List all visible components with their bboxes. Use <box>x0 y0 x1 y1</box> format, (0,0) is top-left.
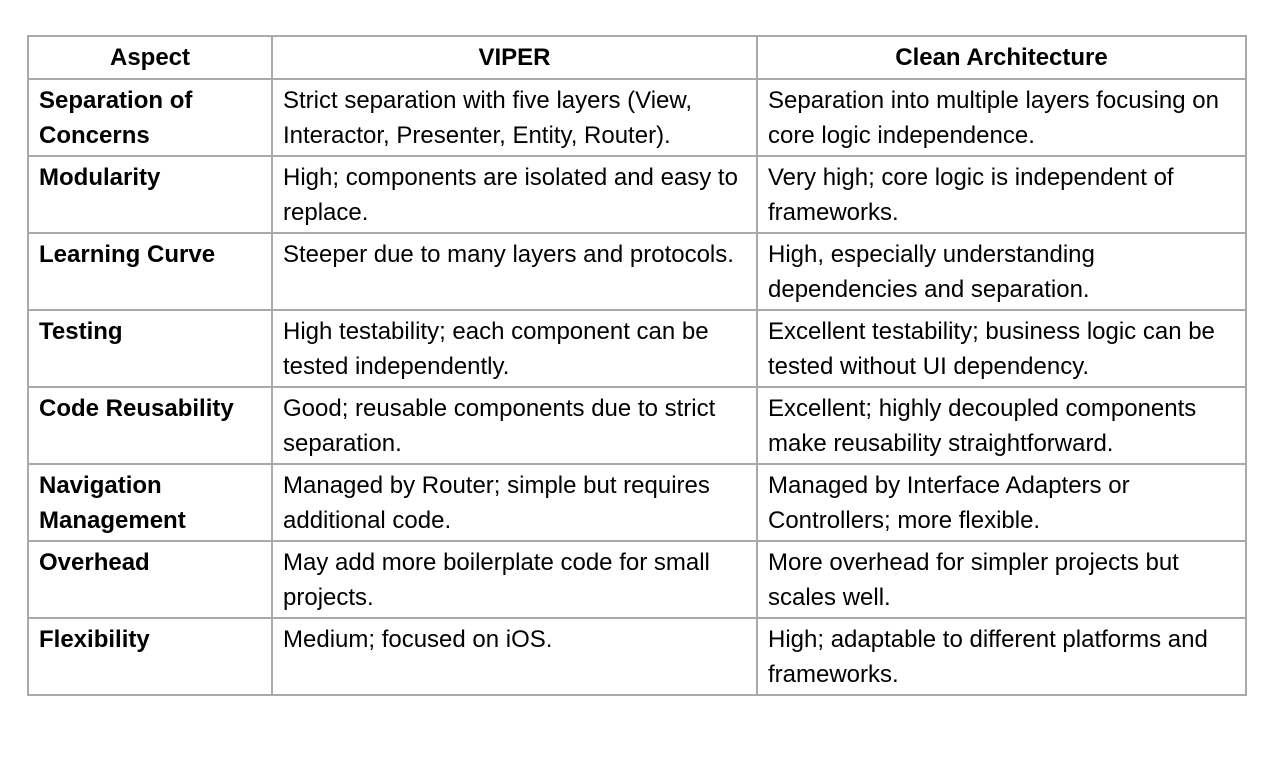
clean-cell: Very high; core logic is independent of frameworks. <box>757 156 1246 233</box>
clean-cell: Managed by Interface Adapters or Controllers; more flexible. <box>757 464 1246 541</box>
header-aspect: Aspect <box>28 36 272 79</box>
clean-cell: High; adaptable to different platforms and frameworks. <box>757 618 1246 695</box>
aspect-cell: Navigation Management <box>28 464 272 541</box>
table-row <box>28 156 1246 233</box>
comparison-table-container <box>27 35 1247 696</box>
header-clean-architecture: Clean Architecture <box>757 36 1246 79</box>
table-row <box>28 464 1246 541</box>
table-row <box>28 310 1246 387</box>
clean-cell: Excellent; highly decoupled components make reusability straightforward. <box>757 387 1246 464</box>
clean-cell: Excellent testability; business logic can be tested without UI dependency. <box>757 310 1246 387</box>
clean-cell: More overhead for simpler projects but scales well. <box>757 541 1246 618</box>
aspect-cell: Separation of Concerns <box>28 79 272 156</box>
table-row <box>28 387 1246 464</box>
viper-cell: High; components are isolated and easy to replace. <box>272 156 757 233</box>
viper-cell: Strict separation with five layers (View, Interactor, Presenter, Entity, Router). <box>272 79 757 156</box>
viper-cell: High testability; each component can be tested independently. <box>272 310 757 387</box>
viper-cell: May add more boilerplate code for small projects. <box>272 541 757 618</box>
aspect-cell: Testing <box>28 310 272 387</box>
aspect-cell: Flexibility <box>28 618 272 695</box>
viper-cell: Steeper due to many layers and protocols. <box>272 233 757 310</box>
table-row <box>28 541 1246 618</box>
table-row <box>28 233 1246 310</box>
viper-cell: Good; reusable components due to strict separation. <box>272 387 757 464</box>
viper-cell: Managed by Router; simple but requires additional code. <box>272 464 757 541</box>
table-row <box>28 79 1246 156</box>
comparison-table <box>27 35 1247 696</box>
aspect-cell: Overhead <box>28 541 272 618</box>
aspect-cell: Code Reusability <box>28 387 272 464</box>
aspect-cell: Modularity <box>28 156 272 233</box>
header-row <box>28 36 1246 79</box>
clean-cell: Separation into multiple layers focusing on core logic independence. <box>757 79 1246 156</box>
viper-cell: Medium; focused on iOS. <box>272 618 757 695</box>
clean-cell: High, especially understanding dependencies and separation. <box>757 233 1246 310</box>
aspect-cell: Learning Curve <box>28 233 272 310</box>
header-viper: VIPER <box>272 36 757 79</box>
table-row <box>28 618 1246 695</box>
